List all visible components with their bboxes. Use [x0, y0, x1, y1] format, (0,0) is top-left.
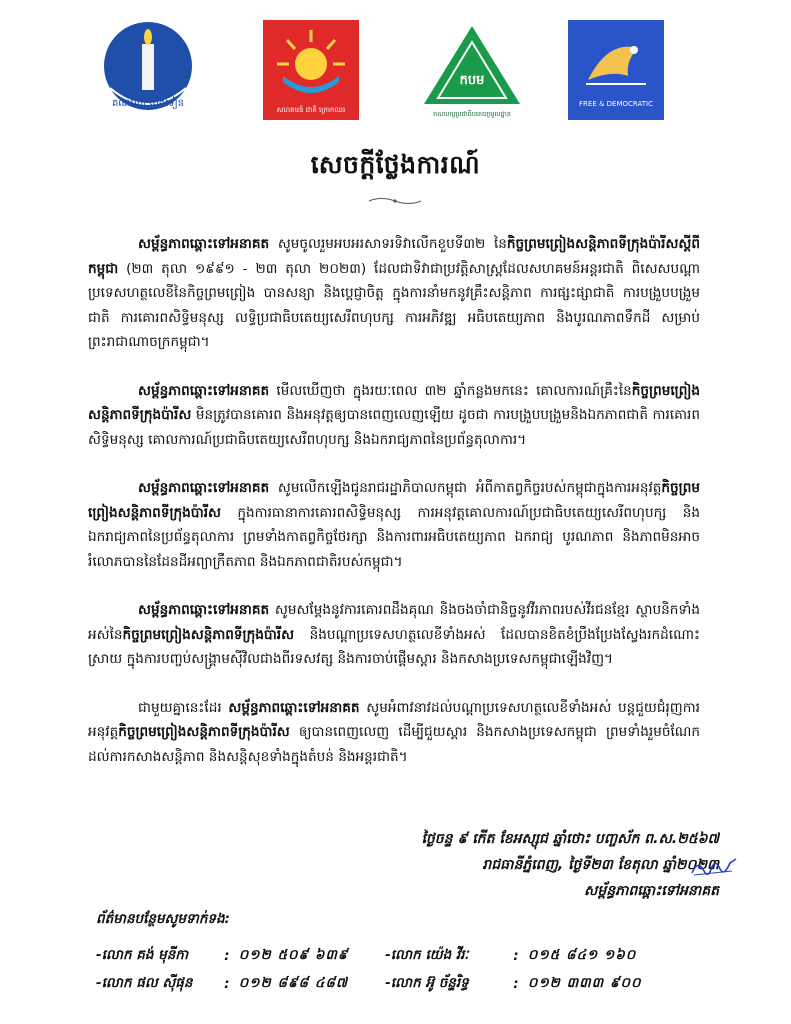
statement-body — [88, 232, 700, 793]
closing-block — [421, 826, 719, 904]
contact-name: -លោក អ៊ូ ច័ន្ទរិទ្ធ — [385, 975, 469, 991]
paragraph-3 — [88, 476, 700, 574]
candle-party-logo — [100, 20, 196, 120]
sun-logo-text: សហគមន៍ ជាតិ ក្រោកឈរ — [276, 106, 346, 114]
contact-row — [96, 970, 656, 998]
colon: : — [513, 976, 519, 992]
colon: : — [224, 948, 230, 964]
place-date: រាជធានីភ្នំពេញ, ថ្ងៃទី២៣ ខែតុលា ឆ្នាំ២០២៣ — [482, 857, 719, 873]
party-logos-row — [100, 20, 700, 130]
agreement-name: កិច្ចព្រមព្រៀងសន្តិភាពទីក្រុងប៉ារីស — [88, 382, 700, 423]
paragraph-text: សូមចូលរួមអបអរសាទរទិវាលើកខួបទី៣២ នៃ — [269, 236, 507, 252]
paragraph-text: សូមអំពាវនាវដល់បណ្តាប្រទេសហត្ថលេខីទាំងអស់ បន្តជួយជំរុញការអនុវត្ត — [88, 699, 700, 740]
paragraph-text: ជាមួយគ្នានេះដែរ — [138, 699, 229, 716]
contacts-block — [96, 910, 656, 998]
signatory: សម្ព័ន្ធភាពឆ្ពោះទៅអនាគត — [583, 883, 719, 899]
contact-row — [96, 942, 656, 970]
handwritten-signature-icon — [688, 855, 740, 881]
lunar-date: ថ្ងៃចន្ទ ៩ កើត ខែអស្សុជ ឆ្នាំថោះ បញ្ចស័ក ព.ស.២៥៦៧ — [421, 831, 719, 847]
contact-name: -លោក គង់ មុនីកា — [96, 947, 189, 963]
paragraph-text: មើលឃើញថា ក្នុងរយៈពេល ៣២ ឆ្នាំកន្លងមកនេះ គោលការណ៍គ្រឹះនៃ — [269, 382, 632, 399]
contact-phone: ០១៥ ៨៤១ ១៦០ — [527, 947, 637, 963]
contact-phone: ០១២ ៥០៩ ៦៣៩ — [238, 947, 349, 963]
bird-party-logo — [568, 20, 664, 120]
paragraph-2 — [88, 379, 700, 453]
alliance-name: សម្ព័ន្ធភាពឆ្ពោះទៅអនាគត — [138, 382, 270, 399]
bird-logo-text: FREE & DEMOCRATIC — [579, 100, 653, 108]
statement-title: សេចក្តីថ្លែងការណ៍ — [310, 150, 481, 179]
kbm-party-logo — [418, 20, 526, 120]
sun-party-logo — [263, 20, 359, 120]
alliance-name: សម្ព័ន្ធភាពឆ្ពោះទៅអនាគត — [228, 699, 360, 716]
kbm-logo-text: កបម — [459, 73, 485, 88]
contact-name: -លោក ផល ស៊ីផុន — [96, 975, 193, 991]
paragraph-1 — [88, 232, 700, 355]
contact-phone: ០១២ ៨៩៨ ៤៨៧ — [238, 975, 349, 991]
contact-name: -លោក យ៉េង វីរៈ — [385, 947, 469, 963]
alliance-name: សម្ព័ន្ធភាពឆ្ពោះទៅអនាគត — [138, 602, 270, 618]
alliance-name: សម្ព័ន្ធភាពឆ្ពោះទៅអនាគត — [138, 480, 270, 496]
kbm-logo-subtext: គណបក្សប្រជាធិបតេយ្យមូលដ្ឋាន — [433, 110, 511, 118]
paragraph-text: ក្នុងការធានាការគោរពសិទ្ធិមនុស្ស ការអនុវត្តគោលការណ៍ប្រជាធិបតេយ្យសេរីពហុបក្ស និងឯករាជ្យភាពនៃប្រព័ន្ធតុលាការ ព្រមទាំងកាតព្វកិច្ចថែរក្សា និងការពារអធិបតេយ្យភាព ឯករាជ្យ បូរណភាព និងភាពមិនអាចរំលោភបាននៃដែនដីអព្យាក្រឹតភាព និងឯកភាពជាតិរបស់កម្ពុជា។ — [88, 504, 700, 570]
paragraph-text: សូមលើកឡើងជូនរាជរដ្ឋាភិបាលកម្ពុជា អំពីកាតព្វកិច្ចរបស់កម្ពុជាក្នុងការអនុវត្ត — [269, 480, 662, 496]
colon: : — [513, 948, 519, 964]
paragraph-text: (២៣ តុលា ១៩៩១ - ២៣ តុលា ២០២៣) ដែលជាទិវាជាប្រវត្តិសាស្ត្រដែលសហគមន៍អន្តរជាតិ ពិសេសបណ្តាប្រទេសហត្ថលេខីនៃកិច្ចព្រមព្រៀង បានសន្យា និងប្តេជ្ញាចិត្ត ក្នុងការនាំមកនូវគ្រឹះសន្តិភាព ការផ្សះផ្សាជាតិ ការបង្រួបបង្រួមជាតិ ការគោរពសិទ្ធិមនុស្ស លទ្ធិប្រជាធិបតេយ្យសេរីពហុបក្ស ការអភិវឌ្ឍ អធិបតេយ្យភាព និងបូរណភាពទឹកដី សម្រាប់ព្រះរាជាណាចក្រកម្ពុជា។ — [88, 260, 700, 350]
alliance-name: សម្ព័ន្ធភាពឆ្ពោះទៅអនាគត — [138, 236, 270, 252]
paragraph-text: សូមសម្តែងនូវការគោរពដឹងគុណ និងចងចាំជានិច្ចនូវវីរភាពរបស់វីរជនខ្មែរ ស្ថាបនិកទាំងអស់នៃ — [88, 602, 700, 643]
contact-phone: ០១២ ៣៣៣ ៩០០ — [527, 975, 642, 991]
candle-logo-text: គណបក្ស ភ្លើងទៀន — [111, 98, 185, 109]
agreement-name: កិច្ចព្រមព្រៀងសន្តិភាពទីក្រុងប៉ារីស — [118, 724, 290, 740]
divider-ornament-icon — [367, 196, 423, 206]
paragraph-5 — [88, 696, 700, 770]
colon: : — [224, 976, 230, 992]
agreement-name: កិច្ចព្រមព្រៀងសន្តិភាពទីក្រុងប៉ារីសស្តីពីកម្ពុជា — [88, 236, 700, 277]
paragraph-text: ឲ្យបានពេញលេញ ដើម្បីជួយស្តារ និងកសាងប្រទេសកម្ពុជា ព្រមទាំងរួមចំណែកដល់ការកសាងសន្តិភាព និងសន្តិសុខទាំងក្នុងតំបន់ និងអន្តរជាតិ។ — [88, 724, 700, 765]
paragraph-text: មិនត្រូវបានគោរព និងអនុវត្តឲ្យបានពេញលេញឡើយ ដូចជា ការបង្រួបបង្រួមនិងឯកភាពជាតិ ការគោរពសិទ្ធិមនុស្ស គោលការណ៍ប្រជាធិបតេយ្យសេរីពហុបក្ស និងឯករាជ្យភាពនៃប្រព័ន្ធតុលាការ។ — [88, 407, 700, 448]
paragraph-text: និងបណ្តាប្រទេសហត្ថលេខីទាំងអស់ ដែលបានខិតខំប្រឹងប្រែងស្វែងរកដំណោះស្រាយ ក្នុងការបញ្ចប់សង្គ្រាមស៊ីវិលជាងពីរទសវត្ស និងការចាប់ផ្តើមស្តារ និងកសាងប្រទេសកម្ពុជាឡើងវិញ។ — [88, 626, 700, 667]
contacts-title: ព័ត៌មានបន្ថែមសូមទាក់ទង: — [96, 911, 230, 927]
paragraph-4 — [88, 598, 700, 672]
agreement-name: កិច្ចព្រមព្រៀងសន្តិភាពទីក្រុងប៉ារីស — [122, 626, 295, 643]
agreement-name: កិច្ចព្រមព្រៀងសន្តិភាពទីក្រុងប៉ារីស — [88, 480, 700, 521]
